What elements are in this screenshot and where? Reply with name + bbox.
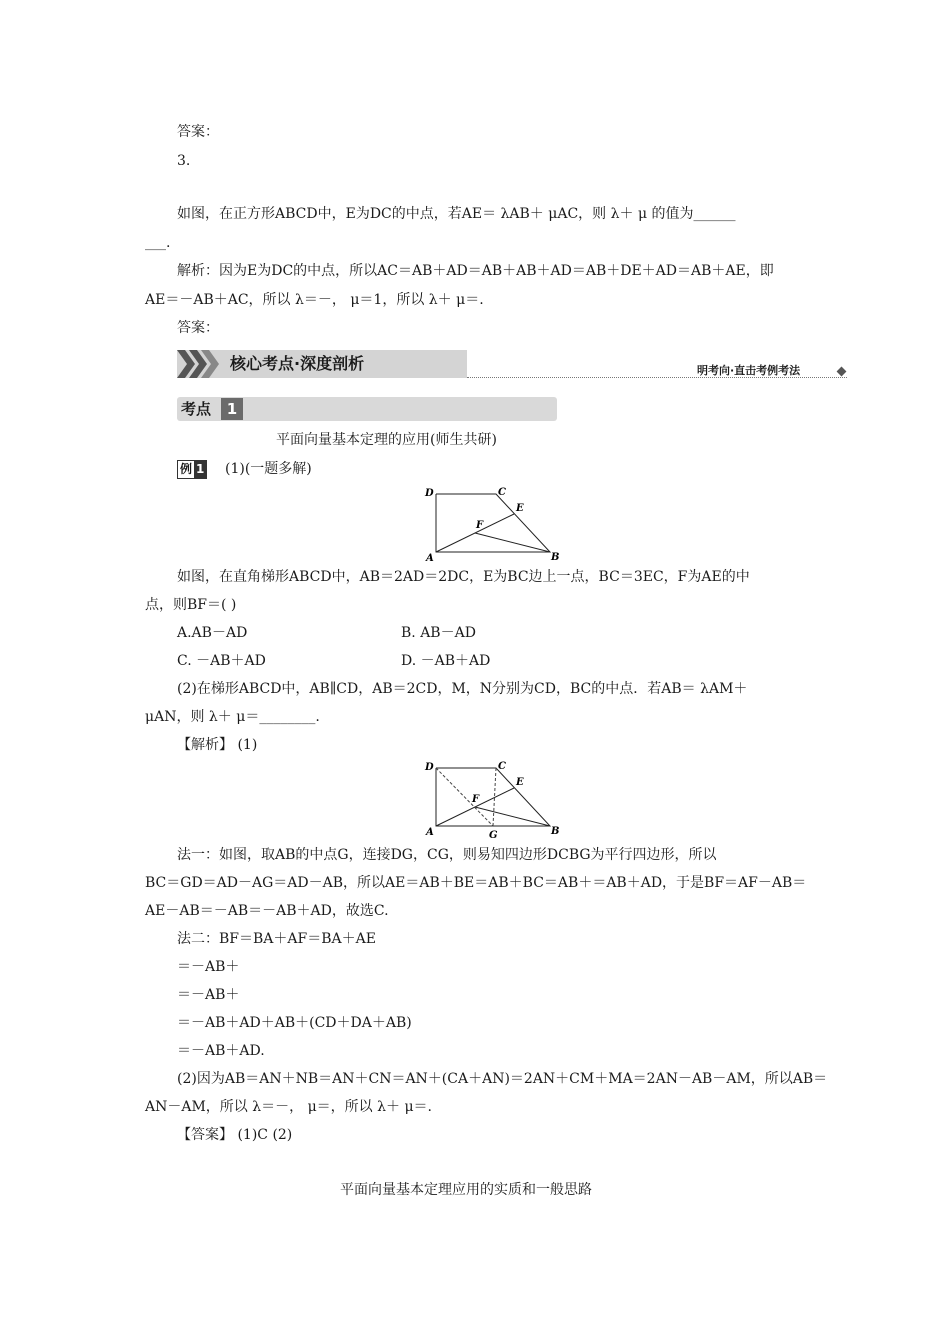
topic-title: 平面向量基本定理的应用(师生共研)	[276, 432, 497, 448]
method1-line3: AE－AB＝－AB＝－AB＋AD，故选C.	[145, 903, 389, 919]
diamond-icon	[837, 367, 847, 377]
fig2-label-e: E	[516, 777, 524, 788]
answer-label-2: 答案：	[177, 320, 219, 336]
option-a: A.AB－AD	[177, 625, 248, 641]
example-label: 例	[180, 462, 193, 476]
method2-line4: ＝－AB＋AD＋AB＋(CD＋DA＋AB)	[177, 1015, 412, 1031]
banner-subtitle: 明考向·直击考例考法	[697, 364, 801, 377]
fig2-label-d: D	[425, 762, 434, 773]
trapezoid-figure-1	[420, 484, 565, 564]
fig1-label-a: A	[426, 553, 434, 564]
example-q-line2: 点，则BF＝( )	[145, 597, 237, 613]
example-tag	[177, 460, 207, 479]
trapezoid-figure-2	[420, 758, 565, 840]
method1-line2: BC＝GD＝AD－AG＝AD－AB，所以AE＝AB＋BE＝AB＋BC＝AB＋＝AB＋AD，于是BF＝AF－AB＝	[145, 875, 807, 891]
bottom-title: 平面向量基本定理应用的实质和一般思路	[340, 1182, 592, 1198]
method2-line1: 法二：BF＝BA＋AF＝BA＋AE	[177, 931, 376, 947]
fig1-label-b: B	[551, 552, 560, 563]
part2-line1: (2)在梯形ABCD中，AB∥CD，AB＝2CD，M，N分别为CD，BC的中点．若AB＝ λAM＋	[177, 681, 748, 697]
method2-line2: ＝－AB＋	[177, 959, 240, 975]
part2-line2: μAN，则 λ＋ μ＝________.	[145, 709, 320, 725]
option-d: D. －AB＋AD	[401, 653, 491, 669]
example-head: (1)(一题多解)	[225, 461, 312, 477]
option-c: C. －AB＋AD	[177, 653, 266, 669]
fig2-label-c: C	[498, 761, 506, 772]
fig1-label-d: D	[425, 488, 434, 499]
fig1-label-f: F	[476, 520, 484, 531]
fig2-label-f: F	[472, 794, 480, 805]
method1-line1: 法一：如图，取AB的中点G，连接DG，CG，则易知四边形DCBG为平行四边形，所以	[177, 847, 717, 863]
solution-line-1: 解析：因为E为DC的中点，所以AC＝AB＋AD＝AB＋AB＋AD＝AB＋DE＋AD＝AB＋AE，即	[177, 263, 774, 279]
part2-solution-line2: AN－AM，所以 λ＝－， μ＝，所以 λ＋ μ＝.	[145, 1099, 432, 1115]
option-b: B. AB－AD	[401, 625, 476, 641]
example-q-line1: 如图，在直角梯形ABCD中，AB＝2AD＝2DC，E为BC边上一点，BC＝3EC，F为AE的中	[177, 569, 750, 585]
question-number: 3.	[177, 153, 191, 169]
fig2-label-g: G	[489, 830, 498, 840]
fig2-label-a: A	[426, 827, 434, 838]
analysis-head: 【解析】 (1)	[177, 737, 258, 753]
solution-line-2: AE＝－AB＋AC，所以 λ＝－， μ＝1，所以 λ＋ μ＝.	[145, 292, 484, 308]
kaodian-label: 考点	[181, 400, 212, 418]
method2-line5: ＝－AB＋AD.	[177, 1043, 265, 1059]
answer-line: 【答案】 (1)C (2)	[177, 1127, 293, 1143]
banner-title: 核心考点·深度剖析	[230, 354, 365, 373]
answer-label-1: 答案：	[177, 124, 219, 140]
method2-line3: ＝－AB＋	[177, 987, 240, 1003]
part2-solution-line1: (2)因为AB＝AN＋NB＝AN＋CN＝AN＋(CA＋AN)＝2AN＋CM＋MA＝2AN－AB－AM，所以AB＝	[177, 1071, 828, 1087]
example-number: 1	[196, 462, 205, 476]
fig1-label-c: C	[498, 487, 506, 498]
fig1-label-e: E	[516, 503, 524, 514]
question-text-cont: ___.	[145, 235, 171, 251]
fig2-label-b: B	[551, 826, 560, 837]
kaodian-number: 1	[221, 398, 243, 420]
question-text: 如图，在正方形ABCD中，E为DC的中点，若AE＝ λAB＋ μAC，则 λ＋ μ 的值为______	[177, 206, 736, 222]
